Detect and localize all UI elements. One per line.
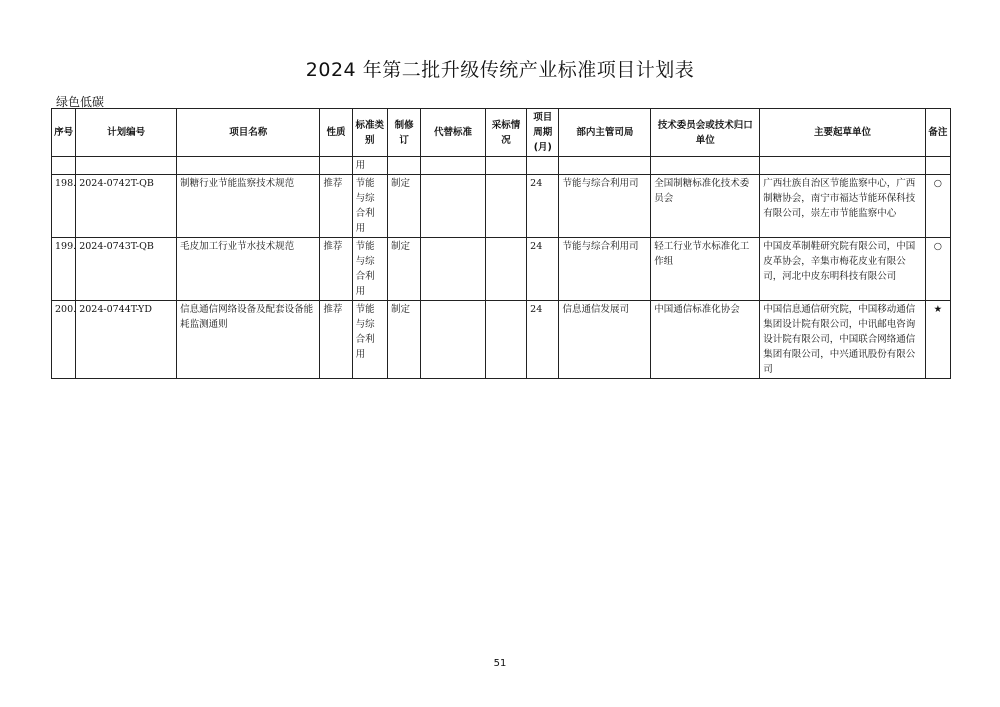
row-revision: 制定 [387,301,420,379]
row-category: 节能与综合利用 [352,175,387,238]
row-revision: 制定 [387,238,420,301]
row-nature: 推荐 [320,238,352,301]
row-dept: 信息通信发展司 [559,301,651,379]
column-header-note: 备注 [925,109,950,157]
row-adopt [485,301,526,379]
row-committee: 轻工行业节水标准化工作组 [651,238,760,301]
row-replace [421,301,486,379]
table-row [52,238,951,301]
row-adopt [485,238,526,301]
row-category: 节能与综合利用 [352,301,387,379]
table-row [52,175,951,238]
column-header-committee: 技术委员会或技术归口单位 [651,109,760,157]
row-committee: 中国通信标准化协会 [651,301,760,379]
row-note: ★ [925,301,950,379]
continuation-row [52,157,951,175]
plan-table [51,108,951,379]
column-header-name: 项目名称 [177,109,320,157]
row-dept: 节能与综合利用司 [559,175,651,238]
row-no: 198. [52,175,76,238]
row-committee: 全国制糖标准化技术委员会 [651,175,760,238]
column-header-replace: 代替标准 [421,109,486,157]
row-name: 信息通信网络设备及配套设备能耗监测通则 [177,301,320,379]
section-label: 绿色低碳 [56,95,105,109]
row-cycle: 24 [527,175,559,238]
row-adopt [485,175,526,238]
table-row [52,301,951,379]
row-nature: 推荐 [320,301,352,379]
row-drafters: 中国信息通信研究院，中国移动通信集团设计院有限公司，中讯邮电咨询设计院有限公司，中国联合网络通信集团有限公司，中兴通讯股份有限公司 [760,301,925,379]
row-category: 节能与综合利用 [352,238,387,301]
row-nature: 推荐 [320,175,352,238]
row-revision: 制定 [387,175,420,238]
column-header-plan: 计划编号 [76,109,177,157]
column-header-category: 标准类别 [352,109,387,157]
row-note: ○ [925,238,950,301]
row-plan: 2024-0744T-YD [76,301,177,379]
table-header-row [52,109,951,157]
page-number: 51 [493,658,507,669]
row-drafters: 中国皮革制鞋研究院有限公司，中国皮革协会，辛集市梅花皮业有限公司，河北中皮东明科技有限公司 [760,238,925,301]
row-replace [421,238,486,301]
page-title: 2024 年第二批升级传统产业标准项目计划表 [305,59,695,81]
row-no: 200. [52,301,76,379]
row-cycle: 24 [527,301,559,379]
row-name: 制糖行业节能监察技术规范 [177,175,320,238]
column-header-no: 序号 [52,109,76,157]
column-header-cycle: 项目周期(月) [527,109,559,157]
row-plan: 2024-0743T-QB [76,238,177,301]
row-replace [421,175,486,238]
row-dept: 节能与综合利用司 [559,238,651,301]
column-header-adopt: 采标情况 [485,109,526,157]
row-plan: 2024-0742T-QB [76,175,177,238]
row-no: 199. [52,238,76,301]
column-header-drafters: 主要起草单位 [760,109,925,157]
row-note: ○ [925,175,950,238]
row-cycle: 24 [527,238,559,301]
column-header-nature: 性质 [320,109,352,157]
row-name: 毛皮加工行业节水技术规范 [177,238,320,301]
row-drafters: 广西壮族自治区节能监察中心，广西制糖协会，南宁市福达节能环保科技有限公司，崇左市节能监察中心 [760,175,925,238]
column-header-dept: 部内主管司局 [559,109,651,157]
column-header-revision: 制修订 [387,109,420,157]
continuation-category: 用 [352,157,387,175]
